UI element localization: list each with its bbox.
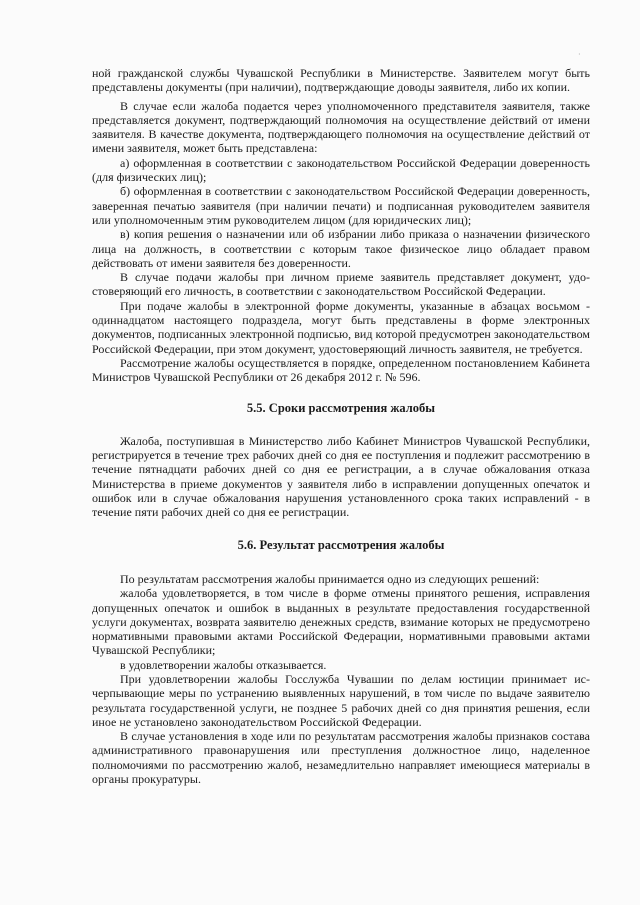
paragraph: ной гражданской службы Чувашской Республики в Министерстве. Заявителем могут быть представлены документы (при наличии), подтверждающие доводы заявителя, либо их копии. — [92, 66, 590, 95]
section-heading: 5.6. Результат рассмотрения жалобы — [237, 537, 445, 552]
paragraph: В случае установления в ходе или по результатам рассмотрения жалобы признаков состава административного правонарушения или преступления должностное лицо, наделенное полномочиями по рассмотрению жалоб, незамедлительно направляет имеющиеся материалы в органы прокуратуры. — [92, 729, 590, 787]
paragraph: Рассмотрение жалобы осуществляется в порядке, определенном постановлением Кабинета Министров Чувашской Республики от 26 декабря 2012 г. № 596. — [92, 355, 590, 385]
list-item: а) оформленная в соответствии с законодательством Российской Федерации доверенность (для физических лиц); — [92, 155, 590, 185]
paragraph: При подаче жалобы в электронной форме документы, указанные в абзацах восьмом - одиннадцатом настоящего подраздела, могут быть представлены в форме электронных документов, подписанных электронной подписью, вид которой предусмотрен законодательством Российской Федерации, при этом документ, удостоверяющий личность заявителя, не требуется. — [92, 298, 590, 356]
paragraph: При удовлетворении жалобы Госслужба Чувашии по делам юстиции принимает исчерпывающие меры по устранению выявленных нарушений, в том числе по выдаче заявителю результата государственной услуги, не позднее 5 рабочих дней со дня принятия решения, если иное не установлено законодательством Российской Федерации. — [92, 671, 590, 729]
paragraph: По результатам рассмотрения жалобы принимается одно из следующих решений: — [120, 571, 540, 586]
document-body — [92, 66, 590, 786]
list-item: б) оформленная в соответствии с законодательством Российской Федерации доверенность, заверенная печатью заявителя (при наличии печати) и подписанная руководителем заявителя или уполномоченным этим руководителем лицом (для юридических лиц); — [92, 184, 590, 227]
list-item: жалоба удовлетворяется, в том числе в форме отмены принятого решения, исправления допущенных опечаток и ошибок в выданных в результате предоставления государственной услуги документах, возврата заявителю денежных средств, взимание которых не предусмотрено нормативными правовыми актами Российской Федерации, нормативными правовыми актами Чувашской Республики; — [92, 586, 590, 658]
paragraph: В случае подачи жалобы при личном приеме заявитель представляет документ, удостоверяющий его личность, в соответствии с законодательством Российской Федерации. — [92, 270, 590, 299]
paragraph: Жалоба, поступившая в Министерство либо Кабинет Министров Чувашской Республики, регистрируется в течение трех рабочих дней со дня ее поступления и подлежит рассмотрению в течение пятнадцати рабочих дней со дня ее регистрации, а в случае обжалования отказа Министерства в приеме документов у заявителя либо в исправлении допущенных опечаток и ошибок или в случае обжалования нарушения установленного срока таких исправлений - в течение пяти рабочих дней со дня ее регистрации. — [92, 433, 590, 520]
section-heading: 5.5. Сроки рассмотрения жалобы — [246, 400, 436, 415]
paragraph: В случае если жалоба подается через уполномоченного представителя заявителя, также представляется документ, подтверждающий полномочия на осуществление действий от имени заявителя. В качестве документа, подтверждающего полномочия на осуществление действий от имени заявителя, может быть представлена: — [92, 98, 590, 156]
list-item: в) копия решения о назначении или об избрании либо приказа о назначении физического лица на должность, в соответствии с которым такое физическое лицо обладает правом действовать от имени заявителя без доверенности. — [92, 227, 590, 270]
scan-speck: · — [578, 50, 581, 59]
list-item: в удовлетворении жалобы отказывается. — [120, 657, 327, 672]
